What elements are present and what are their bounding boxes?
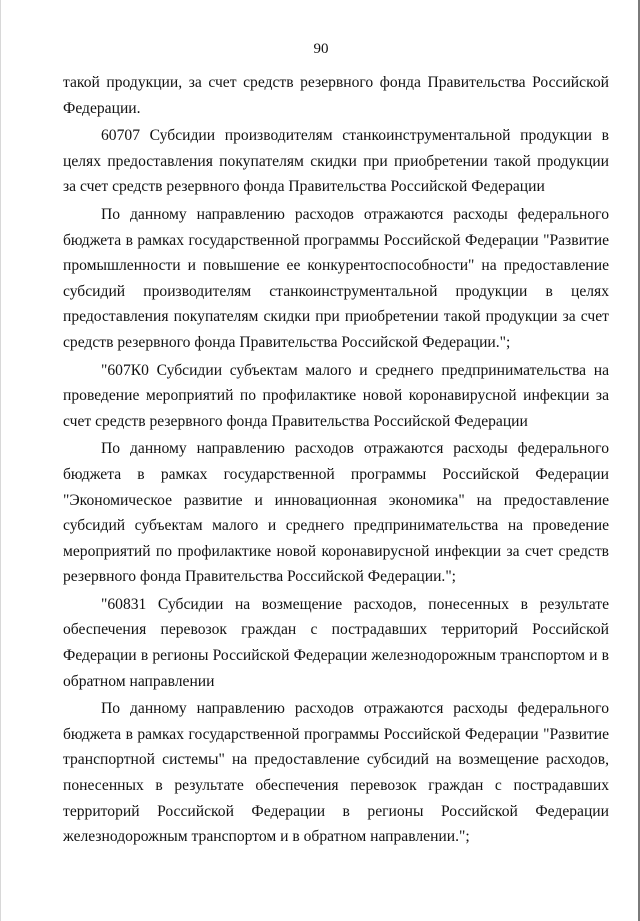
- paragraph-code-60831: "60831 Субсидии на возмещение расходов, понесенных в результате обеспечения перевозок граждан с пострадавших территорий Российской Федерации в регионы Российской Федерации железнодорожным транспортом и в обратном направлении: [63, 595, 609, 690]
- paragraph-description-60831: По данному направлению расходов отражаются расходы федерального бюджета в рамках государственной программы Российской Федерации "Развитие транспортной системы" на предоставление субсидий на возмещение расходов, понесенных в результате обеспечения перевозок граждан с пострадавших территорий Российской Федерации в регионы Российской Федерации железнодорожным транспортом и в обратном направлении.";: [63, 700, 609, 846]
- paragraph-description-607K0: По данному направлению расходов отражаются расходы федерального бюджета в рамках государственной программы Российской Федерации "Экономическое развитие и инновационная экономика" на предоставление субсидий субъектам малого и среднего предпринимательства на проведение мероприятий по профилактике новой коронавирусной инфекции за счет средств резервного фонда Правительства Российской Федерации.";: [63, 440, 609, 586]
- paragraph-code-607K0: "607К0 Субсидии субъектам малого и среднего предпринимательства на проведение мероприятий по профилактике новой коронавирусной инфекции за счет средств резервного фонда Правительства Российской Федерации: [63, 361, 609, 430]
- paragraph-description-60707: По данному направлению расходов отражаются расходы федерального бюджета в рамках государственной программы Российской Федерации "Развитие промышленности и повышение ее конкурентоспособности" на предоставление субсидий производителям станкоинструментальной продукции в целях предоставления покупателям скидки при приобретении такой продукции за счет средств резервного фонда Правительства Российской Федерации.";: [63, 205, 609, 351]
- paragraph-code-60707: 60707 Субсидии производителям станкоинструментальной продукции в целях предоставления покупателям скидки при приобретении такой продукции за счет средств резервного фонда Правительства Российской Федерации: [63, 127, 609, 196]
- paragraph-continuation: такой продукции, за счет средств резервного фонда Правительства Российской Федерации.: [63, 74, 609, 117]
- document-body: [63, 70, 609, 850]
- page-number: 90: [313, 41, 329, 57]
